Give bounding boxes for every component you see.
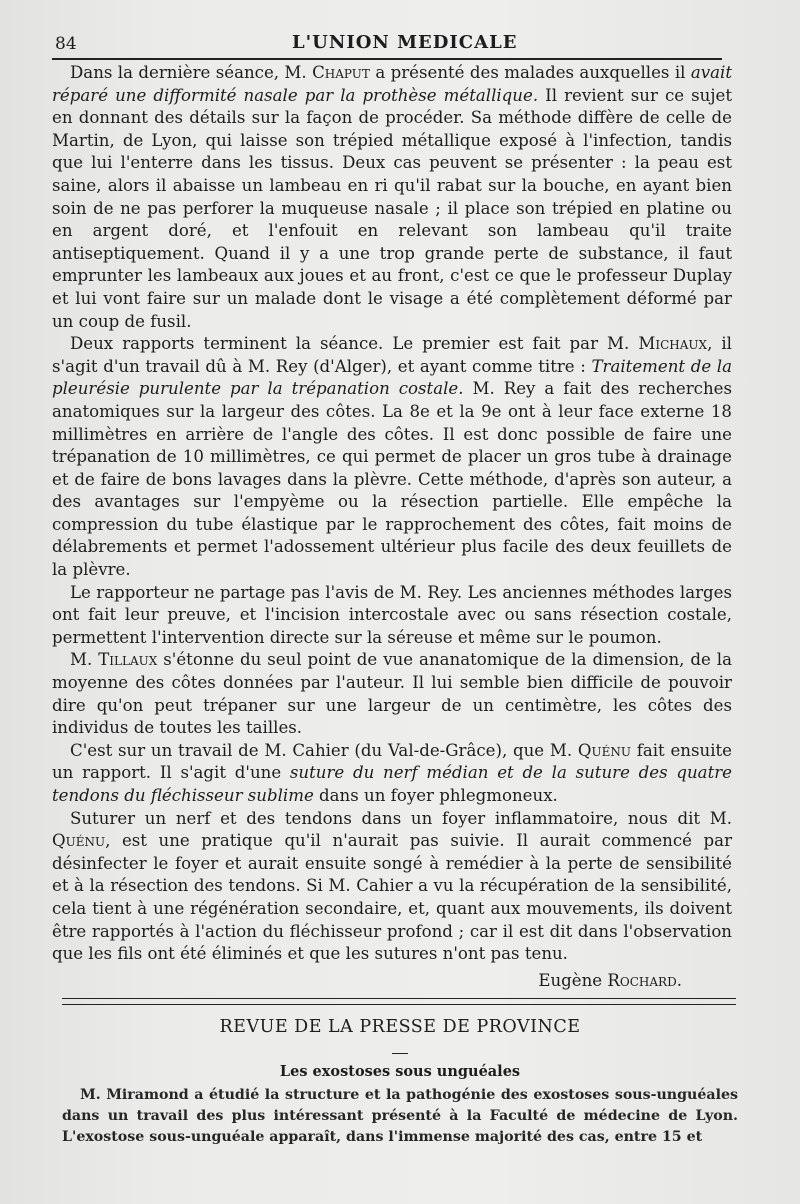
article-body (52, 62, 732, 992)
author-name: Quénu (577, 740, 631, 760)
page-header (52, 30, 740, 58)
page-number: 84 (55, 34, 77, 54)
paragraph-3: Le rapporteur ne partage pas l'avis de M. Rey. Les anciennes méthodes larges ont fait leur preuve, et l'incision intercostale avec ou sans résection costale, permettent l'intervention directe sur la séreuse et même sur le poumon. (52, 582, 732, 647)
header-rule (52, 58, 722, 60)
section-paragraph: M. Miramond a étudié la structure et la pathogénie des exostoses sous-unguéales dans un travail des plus intéressant présenté à la Faculté de médecine de Lyon. L'exostose sous-unguéale apparaît, dans l'immense majorité des cas, entre 15 et (62, 1087, 738, 1145)
section-body (62, 1085, 738, 1148)
section-title: REVUE DE LA PRESSE DE PROVINCE (219, 1017, 581, 1037)
paragraph-4: M. Tillaux s'étonne du seul point de vue ananatomique de la dimension, de la moyenne des côtes données par l'auteur. Il lui semble bien difficile de pouvoir dire qu'on peut trépaner sur une largeur de un centimètre, les côtes des individus de toutes les tailles. (52, 650, 732, 738)
running-title: L'UNION MEDICALE (292, 32, 518, 53)
author-name: Quénu (52, 831, 106, 851)
section-divider (62, 998, 736, 1005)
author-name: Tillaux (98, 650, 158, 670)
paragraph-1: Dans la dernière séance, M. Chaput a présenté des malades auxquelles il avait réparé une difformité nasale par la prothèse métallique. Il revient sur ce sujet en donnant des détails sur la façon de procéder. Sa méthode diffère de celle de Martin, de Lyon, qui laisse son trépied métallique exposé à l'infection, tandis que lui l'enterre dans les tissus. Deux cas peuvent se présenter : la peau est saine, alors il abaisse un lambeau en ri qu'il rabat sur la bouche, en ayant bien soin de ne pas perforer la muqueuse nasale ; il place son trépied en platine ou en argent doré, et l'enfouit en relevant son lambeau qu'il traite antiseptiquement. Quand il y a une trop grande perte de substance, il faut emprunter les lambeaux aux joues et au front, c'est ce que le professeur Duplay et lui vont faire sur un malade dont le visage a été complètement déformé par un coup de fusil. (52, 63, 732, 331)
title-dash (392, 1053, 408, 1054)
italic-title: avait réparé une difformité nasale par la prothèse métallique. (52, 63, 732, 105)
paragraph-2: Deux rapports terminent la séance. Le premier est fait par M. Michaux, il s'agit d'un travail dû à M. Rey (d'Alger), et ayant comme titre : Traitement de la pleurésie purulente par la trépanation costale. M. Rey a fait des recherches anatomiques sur la largeur des côtes. La 8e et la 9e ont à leur face externe 18 millimètres en arrière de l'angle des côtes. Il est donc possible de faire une trépanation de 10 millimètres, ce qui permet de placer un gros tube à drainage et de faire de bons lavages dans la plèvre. Cette méthode, d'après son auteur, a des avantages sur l'empyème ou la résection partielle. Elle empêche la compression du tube élastique par le rapprochement des côtes, fait moins de délabrements et permet l'adossement ultérieur plus facile des deux feuillets de la plèvre. (52, 334, 732, 580)
signature: Eugène Rochard. (538, 970, 682, 990)
author-name: Chaput (312, 63, 370, 82)
subsection-title: Les exostoses sous unguéales (279, 1063, 521, 1080)
signature-surname: Rochard (607, 970, 677, 990)
paragraph-5: C'est sur un travail de M. Cahier (du Val-de-Grâce), que M. Quénu fait ensuite un rapport. Il s'agit d'une suture du nerf médian et de la suture des quatre tendons du fléchisseur sublime dans un foyer phlegmoneux. (52, 740, 732, 805)
italic-title: suture du nerf médian et de la suture des quatre tendons du fléchisseur sublime (52, 763, 732, 805)
author-name: Michaux (638, 334, 708, 354)
paragraph-6: Suturer un nerf et des tendons dans un foyer inflammatoire, nous dit M. Quénu, est une pratique qu'il n'aurait pas suivie. Il aurait commencé par désinfecter le foyer et aurait ensuite songé à remédier à la perte de sensibilité et à la résection des tendons. Si M. Cahier a vu la récupération de la sensibilité, cela tient à une régénération secondaire, et, quant aux mouvements, ils doivent être rapportés à l'action du fléchisseur profond ; car il est dit dans l'observation que les fils ont été éliminés et que les sutures n'ont pas tenu. (52, 808, 732, 964)
italic-title: Traitement de la pleurésie purulente par la trépanation costale. (52, 356, 732, 399)
